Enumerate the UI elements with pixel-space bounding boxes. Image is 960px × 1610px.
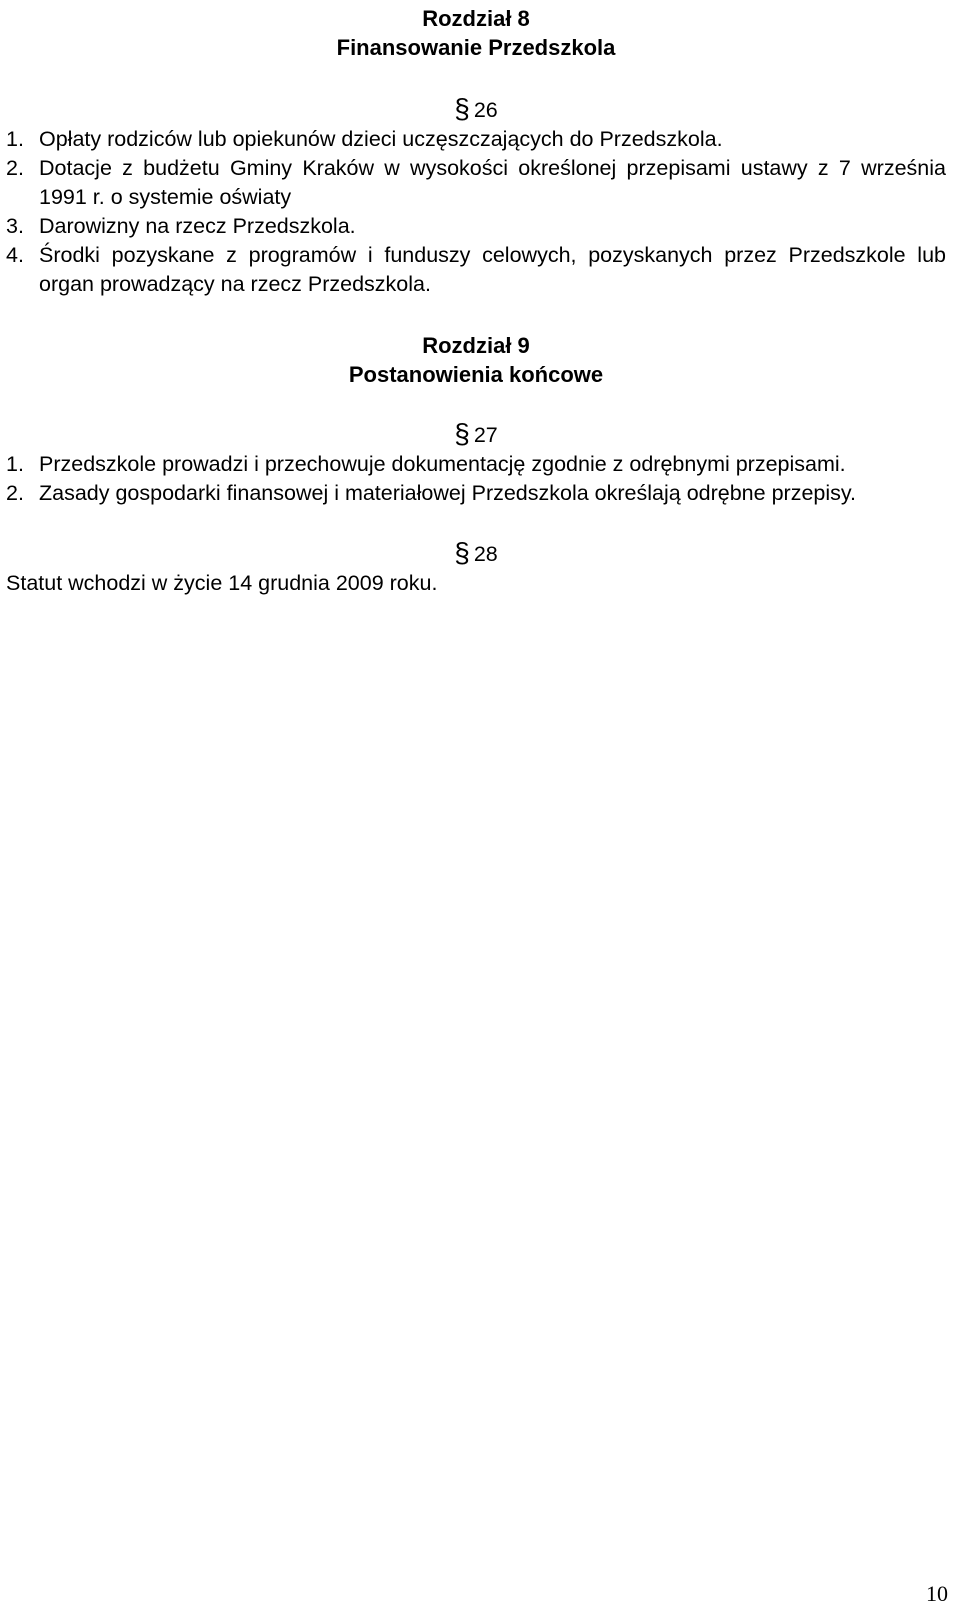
chapter-9-title: Rozdział 9 <box>422 333 530 358</box>
list-item-number: 1. <box>6 127 24 151</box>
list-item-text: Zasady gospodarki finansowej i materiałowej Przedszkola określają odrębne przepisy. <box>39 481 857 505</box>
document-page <box>6 0 946 598</box>
paragraph-27-number: 27 <box>473 423 498 447</box>
chapter-8-subtitle: Finansowanie Przedszkola <box>336 35 616 60</box>
list-item <box>6 154 946 212</box>
paragraph-26-number: 26 <box>473 98 498 122</box>
paragraph-27-heading <box>6 419 946 450</box>
list-item-text: Dotacje z budżetu Gminy Kraków w wysokości określonej przepisami ustawy z 7 września 1991 r. o systemie oświaty <box>39 156 946 209</box>
list-item-number: 2. <box>6 481 24 505</box>
chapter-9-subtitle: Postanowienia końcowe <box>348 362 604 387</box>
list-item-text: Środki pozyskane z programów i funduszy celowych, pozyskanych przez Przedszkole lub organ prowadzący na rzecz Przedszkola. <box>39 243 946 296</box>
list-item-number: 1. <box>6 452 24 476</box>
list-item-number: 2. <box>6 156 24 180</box>
list-item-number: 3. <box>6 214 24 238</box>
paragraph-26-heading <box>6 94 946 125</box>
list-item-text: Darowizny na rzecz Przedszkola. <box>39 214 356 238</box>
page-number: 10 <box>926 1581 948 1606</box>
paragraph-28-number: 28 <box>473 542 498 566</box>
list-item <box>6 479 946 508</box>
list-item-number: 4. <box>6 243 24 267</box>
section-sign: § <box>454 537 470 568</box>
paragraph-28-text: Statut wchodzi w życie 14 grudnia 2009 roku. <box>6 571 438 595</box>
list-item <box>6 212 946 241</box>
list-item <box>6 450 946 479</box>
paragraph-28-heading <box>6 538 946 569</box>
list-item <box>6 125 946 154</box>
list-item <box>6 241 946 299</box>
list-item-text: Opłaty rodziców lub opiekunów dzieci uczęszczających do Przedszkola. <box>39 127 723 151</box>
chapter-8-title: Rozdział 8 <box>422 6 530 31</box>
section-sign: § <box>454 93 470 124</box>
section-sign: § <box>454 418 470 449</box>
list-item-text: Przedszkole prowadzi i przechowuje dokumentację zgodnie z odrębnymi przepisami. <box>39 452 846 476</box>
